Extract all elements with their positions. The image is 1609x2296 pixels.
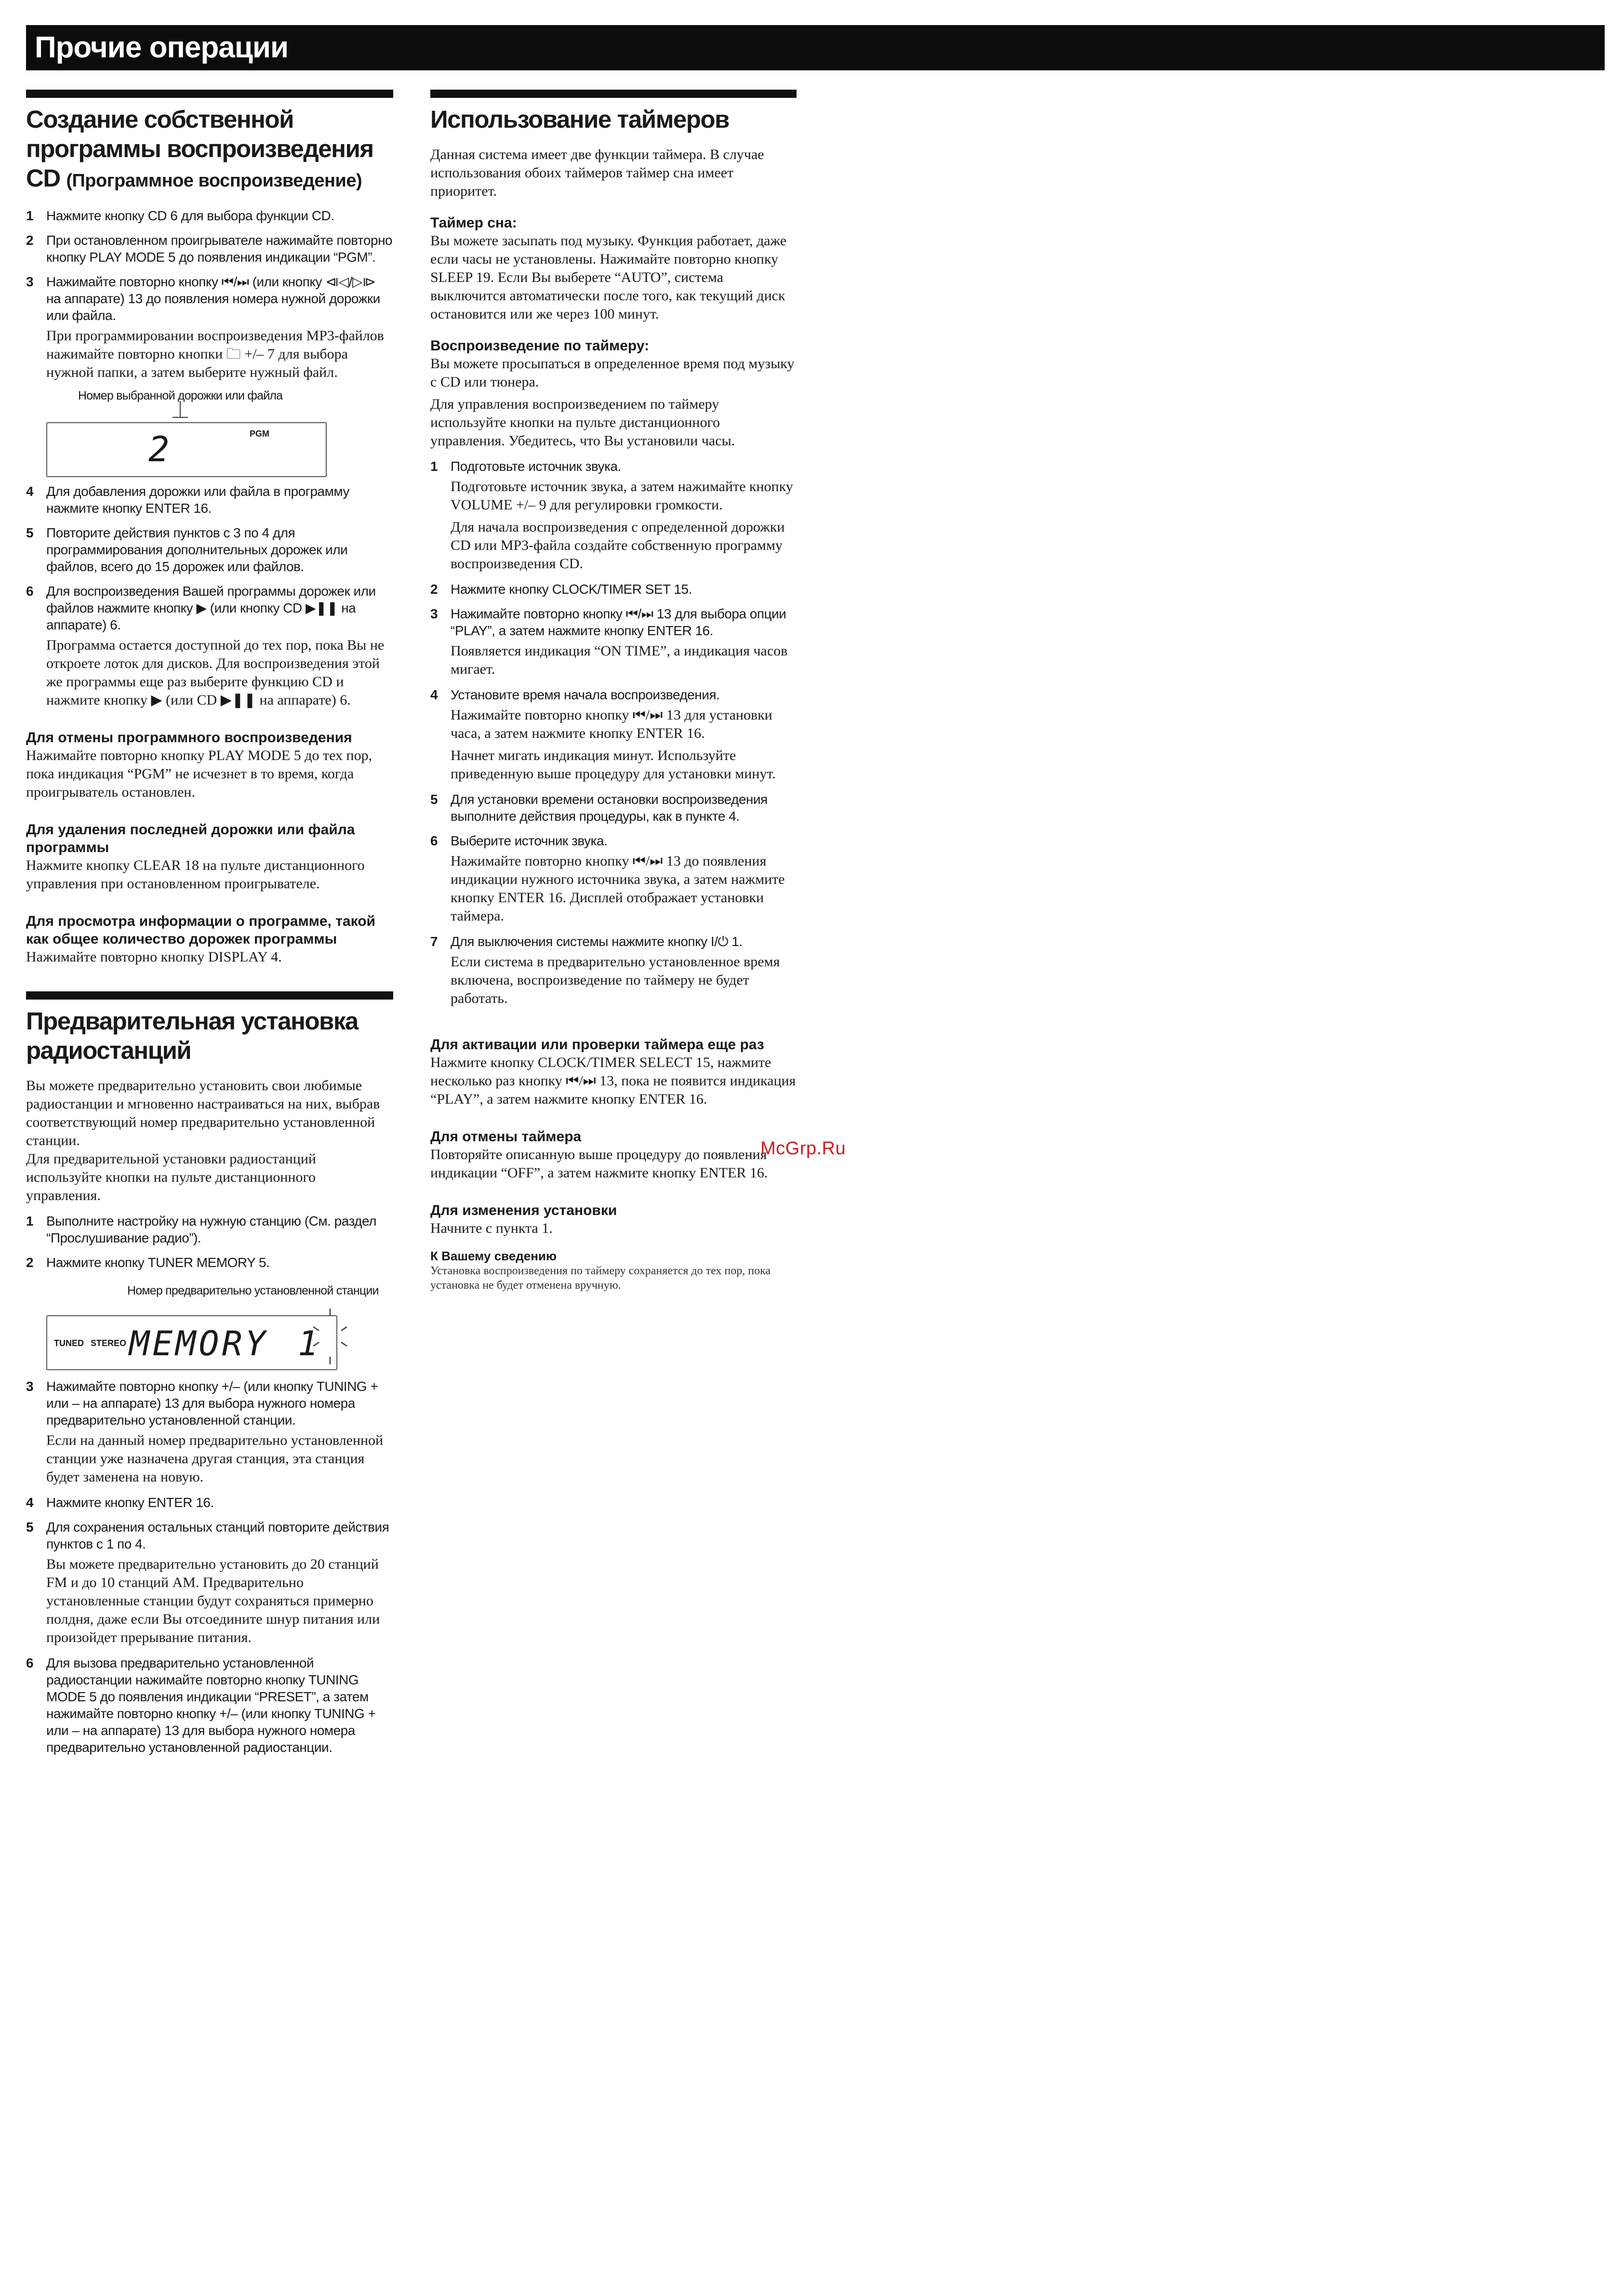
timers-intro: Данная система имеет две функции таймера. В случае использования обоих таймеров таймер сна имеет приоритет. — [430, 147, 764, 199]
memory-label: MEMORY — [129, 1324, 268, 1363]
program-step-6: 6 Для воспроизведения Вашей программы дорожек или файлов нажмите кнопку ▶ (или кнопку CD ▶❚❚ на аппарате) 6. — [26, 584, 376, 632]
timer-step-2: 2 Нажмите кнопку CLOCK/TIMER SET 15. — [430, 582, 692, 597]
program-section-title — [26, 105, 393, 196]
program-display-caption: Номер выбранной дорожки или файла — [78, 389, 283, 402]
preset-step-5: 5 Для сохранения остальных станций повторите действия пунктов с 1 по 4. — [26, 1520, 389, 1551]
right-column — [430, 90, 797, 1293]
program-step-6-note: Программа остается доступной до тех пор, пока Вы не откроете лоток для дисков. Для воспроизведения этой же программы еще раз выберите функцию CD и нажмите кнопку ▶ (или CD ▶❚❚ на аппарате) 6. — [46, 637, 385, 708]
banner-title: Прочие операции — [35, 31, 289, 64]
delete-track-heading: Для удаления последней дорожки или файла программы — [26, 822, 355, 855]
program-step-4: 4 Для добавления дорожки или файла в программу нажмите кнопку ENTER 16. — [26, 484, 349, 516]
timer-step-4-note-1: Нажимайте повторно кнопку ⏮/⏭ 13 для установки часа, а затем нажмите кнопку ENTER 16. — [451, 707, 772, 741]
section-rule — [26, 90, 393, 98]
timer-step-1: 1 Подготовьте источник звука. — [430, 459, 621, 474]
timer-step-4-note-2: Начнет мигать индикация минут. Используйте приведенную выше процедуру для установки минут. — [451, 748, 776, 782]
program-info-heading: Для просмотра информации о программе, такой как общее количество дорожек программы — [26, 913, 375, 947]
timer-step-7-note: Если система в предварительно установленное время включена, воспроизведение по таймеру не будет работать. — [451, 954, 780, 1006]
track-number: 2 — [148, 429, 170, 469]
note-text: Установка воспроизведения по таймеру сохраняется до тех пор, пока установка не будет отменена вручную. — [430, 1265, 771, 1292]
program-info-text: Нажимайте повторно кнопку DISPLAY 4. — [26, 949, 282, 965]
preset-intro-2: Для предварительной установки радиостанций используйте кнопки на пульте дистанционного управления. — [26, 1151, 316, 1203]
activate-timer-heading: Для активации или проверки таймера еще раз — [430, 1037, 764, 1053]
preset-intro-1: Вы можете предварительно установить свои любимые радиостанции и мгновенно настраиваться на них, выбрав соответствующий номер предварительно установленной станции. — [26, 1078, 380, 1148]
program-step-2: 2 При остановленном проигрывателе нажимайте повторно кнопку PLAY MODE 5 до появления индикации “PGM”. — [26, 233, 393, 265]
play-timer-heading: Воспроизведение по таймеру: — [430, 338, 650, 354]
timer-step-1-note-2: Для начала воспроизведения с определенной дорожки CD или MP3-файла создайте собственную программу воспроизведения CD. — [451, 519, 785, 572]
preset-step-6: 6 Для вызова предварительно установленной радиостанции нажимайте повторно кнопку TUNING MODE 5 до появления индикации “PRESET”, а затем нажимайте повторно кнопку +/– (или кнопку TUNING + или – на аппарате) 13 для выбора нужного номера предварительно установленной радиостанции. — [26, 1655, 376, 1755]
play-timer-text: Вы можете просыпаться в определенное время под музыку с CD или тюнера. — [430, 356, 795, 390]
section-rule — [430, 90, 797, 98]
tuned-indicator: TUNED — [54, 1338, 84, 1348]
program-step-1: 1 Нажмите кнопку CD 6 для выбора функции CD. — [26, 208, 334, 223]
program-step-3-note: При программировании воспроизведения MP3-файлов нажимайте повторно кнопки 🗀 +/– 7 для выбора нужной папки, а затем выберите нужный файл. — [46, 328, 384, 380]
timer-step-6: 6 Выберите источник звука. — [430, 833, 608, 848]
change-setting-heading: Для изменения установки — [430, 1202, 617, 1218]
pointer-line — [171, 401, 190, 420]
pgm-indicator: PGM — [250, 429, 270, 439]
preset-step-5-note: Вы можете предварительно установить до 20 станций FM и до 10 станций AM. Предварительно установленные станции будут сохраняться примерно полдня, даже если Вы отсоедините шнур питания или произойдет прерывание питания. — [46, 1556, 380, 1645]
stereo-indicator: STEREO — [91, 1338, 127, 1348]
cancel-program-text: Нажимайте повторно кнопку PLAY MODE 5 до тех пор, пока индикация “PGM” не исчезнет в то время, когда проигрыватель остановлен. — [26, 748, 372, 800]
preset-step-1: 1 Выполните настройку на нужную станцию (См. раздел “Прослушивание радио”). — [26, 1214, 377, 1245]
cancel-program-heading: Для отмены программного воспроизведения — [26, 730, 352, 746]
timers-section-title: Использование таймеров — [430, 106, 729, 133]
note-heading: К Вашему сведению — [430, 1249, 557, 1263]
preset-step-3-note: Если на данный номер предварительно установленной станции уже назначена другая станция, эта станция будет заменена на новую. — [46, 1432, 384, 1485]
timer-step-4: 4 Установите время начала воспроизведения. — [430, 687, 720, 702]
preset-step-3: 3 Нажимайте повторно кнопку +/– (или кнопку TUNING + или – на аппарате) 13 для выбора нужного номера предварительно установленной станции. — [26, 1379, 378, 1428]
timer-step-6-note: Нажимайте повторно кнопку ⏮/⏭ 13 до появления индикации нужного источника звука, а затем нажмите кнопку ENTER 16. Дисплей отображает установки таймера. — [451, 853, 785, 924]
left-column — [26, 90, 393, 1759]
program-step-3: 3 Нажимайте повторно кнопку ⏮/⏭ (или кнопку ⧏◁/▷⧐ на аппарате) 13 до появления номера нужной дорожки или файла. — [26, 274, 380, 323]
sleep-timer-text: Вы можете засыпать под музыку. Функция работает, даже если часы не установлены. Нажимайте повторно кнопку SLEEP 19. Если Вы выберете “AUTO”, система выключится автоматически после того, как текущий диск остановится или же через 100 минут. — [430, 233, 787, 322]
watermark: McGrp.Ru — [760, 1138, 846, 1159]
delete-track-text: Нажмите кнопку CLEAR 18 на пульте дистанционного управления при остановленном проигрывателе. — [26, 857, 365, 892]
timer-step-3-note: Появляется индикация “ON TIME”, а индикация часов мигает. — [451, 643, 788, 677]
cancel-timer-text: Повторяйте описанную выше процедуру до появления индикации “OFF”, а затем нажмите кнопку ENTER 16. — [430, 1147, 768, 1181]
preset-step-4: 4 Нажмите кнопку ENTER 16. — [26, 1495, 214, 1510]
section-banner — [26, 25, 1605, 70]
preset-step-2: 2 Нажмите кнопку TUNER MEMORY 5. — [26, 1255, 270, 1270]
timer-step-3: 3 Нажимайте повторно кнопку ⏮/⏭ 13 для выбора опции “PLAY”, а затем нажмите кнопку ENTER 16. — [430, 606, 786, 638]
preset-display-caption: Номер предварительно установленной станции — [127, 1284, 379, 1297]
program-title-main: Создание собственной программы воспроизведения CD — [26, 106, 373, 192]
blink-indicator-icon — [308, 1308, 352, 1365]
timer-step-7: 7 Для выключения системы нажмите кнопку I/⏻ 1. — [430, 934, 743, 949]
play-timer-text-2: Для управления воспроизведением по таймеру используйте кнопки на пульте дистанционного управления. Убедитесь, что Вы установили часы. — [430, 396, 735, 449]
program-step-5: 5 Повторите действия пунктов с 3 по 4 для программирования дополнительных дорожек или файлов, всего до 15 дорожек или файлов. — [26, 525, 348, 574]
sleep-timer-heading: Таймер сна: — [430, 215, 517, 231]
program-title-sub: (Программное воспроизведение) — [66, 171, 362, 191]
program-lcd-display — [46, 422, 327, 477]
cancel-timer-heading: Для отмены таймера — [430, 1129, 582, 1145]
timer-step-5: 5 Для установки времени остановки воспроизведения выполните действия процедуры, как в пункте 4. — [430, 792, 768, 824]
preset-lcd-display — [46, 1315, 337, 1370]
preset-number: 1 — [298, 1324, 319, 1363]
timer-step-1-note-1: Подготовьте источник звука, а затем нажимайте кнопку VOLUME +/– 9 для регулировки громкости. — [451, 479, 793, 513]
preset-section-title: Предварительная установка радиостанций — [26, 1007, 358, 1064]
section-rule — [26, 991, 393, 1000]
change-setting-text: Начните с пункта 1. — [430, 1220, 553, 1236]
activate-timer-text: Нажмите кнопку CLOCK/TIMER SELECT 15, нажмите несколько раз кнопку ⏮/⏭ 13, пока не появится индикация “PLAY”, а затем нажмите кнопку ENTER 16. — [430, 1055, 796, 1107]
